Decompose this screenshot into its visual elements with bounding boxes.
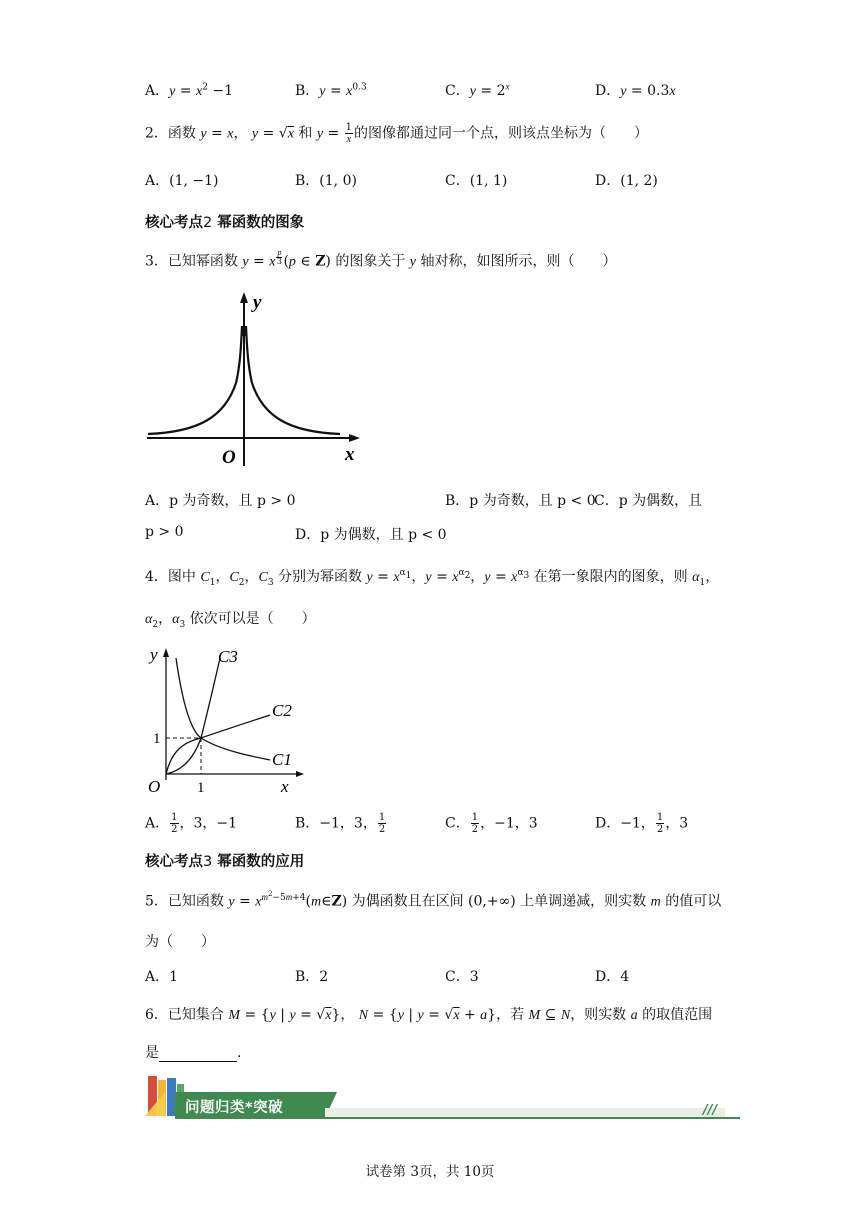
- q4-graph: [140, 640, 310, 795]
- page-footer: 试卷第 3页，共 10页: [365, 1164, 495, 1180]
- q3-option-c: C．p 为偶数，且: [594, 493, 703, 509]
- book-icon-blue: [167, 1078, 176, 1116]
- q1-option-d: D．y = 0.3x: [595, 83, 676, 99]
- q4-tick-y: 1: [153, 731, 161, 747]
- q5-stem-line2: 为（ ）: [145, 934, 215, 950]
- q3-option-a: A．p 为奇数，且 p > 0: [145, 493, 296, 509]
- q4-option-c: C． $\frac{1}{2}$ ，−1，3: [445, 812, 538, 835]
- q3-y-arrow: [240, 292, 248, 303]
- q5-option-c: C．3: [445, 969, 479, 985]
- q1-option-a: A．$y = x^2 -1$: [145, 82, 234, 99]
- section-2-heading: 核心考点2 幂函数的图象: [145, 215, 305, 231]
- q3-x-label: x: [345, 444, 355, 465]
- section-3-heading: 核心考点3 幂函数的应用: [145, 854, 305, 870]
- q1-option-c: C．$y = 2^x$: [445, 81, 510, 99]
- banner-strip: [325, 1108, 725, 1118]
- q5-option-d: D．4: [595, 969, 630, 985]
- q4-tick-x: 1: [197, 780, 205, 795]
- q5-option-b: B．2: [295, 969, 329, 985]
- q4-origin-label: O: [148, 777, 161, 795]
- q4-c2-label: C2: [272, 701, 292, 720]
- q4-curve-c3: [166, 658, 220, 774]
- q4-stem-line1: 4．图中 $C_1$，$C_2$，$C_3$ 分别为幂函数 $y = x^{\alpha_1}$，$y = x^{\alpha_2}$，$y = x^{\alpha_3}$ 在第一象限内的图象，则 $\alpha_1$，: [145, 568, 720, 588]
- q2-option-c: C．(1, 1): [445, 173, 508, 189]
- q3-x-arrow: [349, 434, 360, 442]
- q2-stem: 2．函数 y = x， y = √x 和 y = $\frac{1}{x}$ 的图像都通过同一个点，则该点坐标为（ ）: [145, 122, 649, 145]
- q6-answer-blank[interactable]: [159, 1047, 237, 1062]
- q2-option-b: B．(1, 0): [295, 173, 357, 189]
- q4-y-label: y: [150, 645, 158, 664]
- q5-option-a: A．1: [145, 969, 179, 985]
- q4-option-b: B．−1，3， $\frac{1}{2}$: [295, 812, 386, 835]
- q4-option-a: A． $\frac{1}{2}$ ，3，−1: [145, 812, 238, 835]
- q3-option-d: D．p 为偶数，且 p < 0: [295, 527, 447, 543]
- q3-curve-left: [148, 326, 242, 434]
- q3-option-b: B．p 为奇数，且 p < 0: [445, 493, 596, 509]
- q5-stem-line1: 5．已知函数 $y = x^{m^2-5m+4}(m\in Z)$ 为偶函数且在区间 (0,+∞) 上单调递减，则实数 m 的值可以: [145, 890, 722, 910]
- q2-option-d: D．(1, 2): [595, 173, 658, 189]
- q6-stem-line2: 是 .: [145, 1045, 242, 1061]
- q4-curve-c2: [166, 715, 270, 774]
- q4-x-label: x: [281, 777, 289, 795]
- q3-stem: 3．已知幂函数 y = x $^{\frac{p}{3}}$ (p ∈ Z) 的图象关于 y 轴对称，如图所示，则（ ）: [145, 248, 617, 270]
- banner-tail-mark: ///: [703, 1103, 718, 1118]
- banner-title: 问题归类*突破: [185, 1100, 284, 1116]
- q3-curve-right: [246, 326, 340, 434]
- q4-option-d: D．−1， $\frac{1}{2}$ ，3: [595, 812, 689, 835]
- q3-option-c-cont: p > 0: [145, 524, 184, 540]
- q3-origin-label: O: [222, 447, 236, 468]
- q4-c1-label: C1: [272, 750, 292, 769]
- q2-option-a: A．(1, −1): [145, 173, 219, 189]
- q3-graph: [140, 288, 370, 470]
- q4-c3-label: C3: [218, 647, 238, 666]
- q3-y-label: y: [253, 292, 262, 313]
- section-banner: [145, 1072, 740, 1122]
- q6-stem-line1: 6．已知集合 M = {y | y = √x}， N = {y | y = √x + a}，若 M ⊆ N，则实数 a 的取值范围: [145, 1007, 713, 1023]
- q1-option-b: B．$y = x^{0.3}$: [295, 82, 367, 99]
- q4-stem-line2: $\alpha_2$，$\alpha_3$ 依次可以是（ ）: [145, 611, 316, 630]
- q4-curve-c1: [176, 658, 270, 760]
- q3-curve-peak: [241, 326, 247, 336]
